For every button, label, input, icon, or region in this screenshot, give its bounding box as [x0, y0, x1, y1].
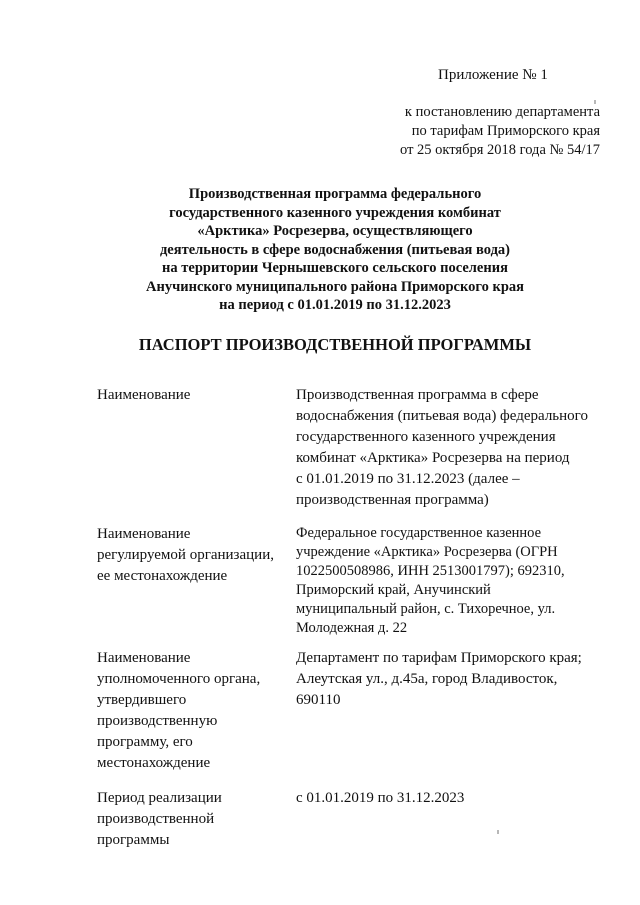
program-title-line: Производственная программа федерального [188, 186, 482, 202]
label-line: производственную [97, 713, 218, 729]
row-value [296, 648, 596, 711]
value-line: Департамент по тарифам Приморского края; [296, 650, 582, 666]
label-line: ее местонахождение [97, 568, 228, 584]
scan-speck [497, 830, 499, 834]
program-title-line: государственного казенного учреждения комбинат [169, 204, 501, 221]
row-label [97, 648, 287, 774]
row-label [97, 524, 287, 587]
label-line: уполномоченного органа, [97, 671, 261, 687]
label-line: местонахождение [97, 755, 211, 771]
program-title [120, 185, 550, 315]
label-line: Период реализации [97, 790, 222, 806]
value-line: с 01.01.2019 по 31.12.2023 (далее – [296, 471, 520, 487]
label-line: программу, его [97, 734, 193, 750]
row-label [97, 385, 287, 406]
label-line: регулируемой организации, [97, 547, 274, 563]
value-line: водоснабжения (питьевая вода) федерального [296, 408, 588, 424]
row-label [97, 788, 287, 851]
value-line: Производственная программа в сфере [296, 387, 539, 403]
appendix-line: к постановлению департамента [404, 104, 600, 120]
appendix-line: от 25 октября 2018 года № 54/17 [400, 142, 600, 158]
row-value [296, 385, 596, 511]
appendix-title: Приложение № 1 [438, 67, 548, 83]
value-line: Приморский край, Анучинский [296, 582, 491, 598]
row-value [296, 788, 596, 809]
value-line: 690110 [296, 692, 341, 708]
value-line: производственная программа) [296, 492, 489, 508]
program-title-line: на территории Чернышевского сельского поселения [162, 260, 508, 276]
label-line: Наименование [97, 650, 191, 666]
value-line: 1022500508986, ИНН 2513001797); 692310, [296, 563, 565, 579]
value-line: Молодежная д. 22 [296, 620, 408, 636]
value-line: комбинат «Арктика» Росрезерва на период [296, 450, 570, 466]
appendix-line: по тарифам Приморского края [411, 123, 600, 139]
label-line: программы [97, 832, 170, 848]
program-title-line: «Арктика» Росрезерва, осуществляющего [197, 223, 473, 239]
program-title-line: деятельность в сфере водоснабжения (питьевая вода) [159, 241, 511, 258]
scan-speck [594, 100, 596, 104]
program-title-line: на период с 01.01.2019 по 31.12.2023 [219, 297, 451, 313]
label-line: Наименование [97, 387, 191, 403]
label-line: производственной [97, 811, 215, 827]
value-line: с 01.01.2019 по 31.12.2023 [296, 790, 465, 806]
value-line: учреждение «Арктика» Росрезерва (ОГРН [296, 544, 558, 560]
value-line: государственного казенного учреждения [296, 429, 556, 445]
value-line: Федеральное государственное казенное [296, 525, 542, 541]
row-value [296, 524, 596, 638]
program-title-line: Анучинского муниципального района Приморского края [146, 278, 524, 295]
value-line: муниципальный район, с. Тихоречное, ул. [296, 601, 556, 617]
label-line: Наименование [97, 526, 191, 542]
label-line: утвердившего [97, 692, 187, 708]
value-line: Алеутская ул., д.45а, город Владивосток, [296, 671, 558, 687]
passport-heading: ПАСПОРТ ПРОИЗВОДСТВЕННОЙ ПРОГРАММЫ [138, 335, 532, 354]
appendix-reference [372, 103, 600, 160]
